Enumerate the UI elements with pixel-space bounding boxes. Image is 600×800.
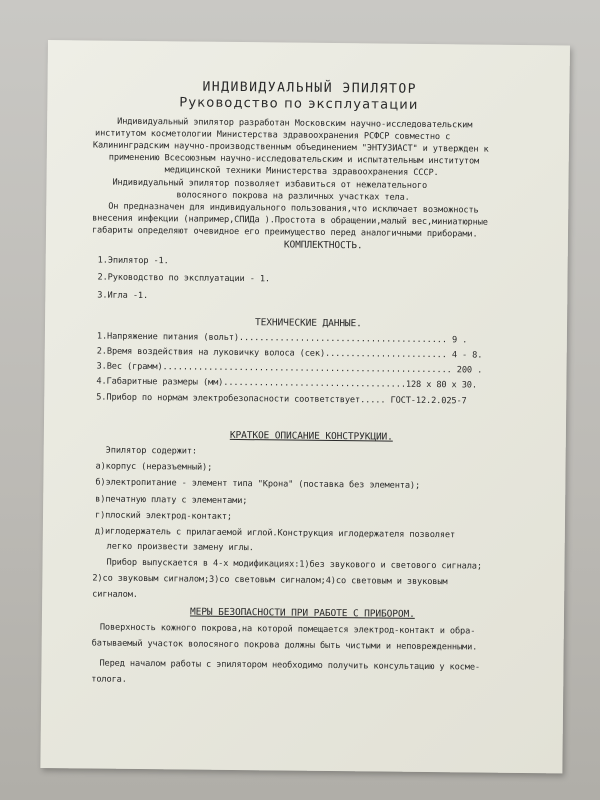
intro-line: Индивидуальный эпилятор позволяет избавиться от нежелательного bbox=[112, 177, 428, 191]
intro-line: волосяного покрова на различных участках тела. bbox=[176, 190, 410, 203]
tech-item: 1.Напряжение питания (вольт)......................................... 9 . bbox=[96, 331, 468, 346]
design-line: д)иглодержатель с прилагаемой иглой.Конструкция иглодержателя позволяет bbox=[94, 526, 456, 541]
tech-item: 3.Вес (грамм)......................................................... 200 . bbox=[96, 361, 483, 376]
document-sheet bbox=[40, 40, 570, 773]
design-line: Эпилятор содержит: bbox=[105, 445, 198, 457]
design-line: легко произвести замену иглы. bbox=[106, 541, 254, 554]
tech-item: 2.Время воздействия на луковичку волоса (сек)........................ 4 - 8. bbox=[96, 346, 483, 361]
tech-item: 5.Прибор по нормам электробезопасности соответствует..... ГОСТ-12.2.025-7 bbox=[96, 392, 467, 407]
document-subtitle: Руководство по эксплуатации bbox=[179, 95, 419, 113]
intro-line: внесения инфекции (например,СПИДа ).Простота в обращении,малый вес,миниатюрные bbox=[92, 213, 488, 228]
intro-line: Он предназначен для индивидуального пользования,что исключает возможность bbox=[108, 201, 479, 216]
document-title: ИНДИВИДУАЛЬНЫЙ ЭПИЛЯТОР bbox=[202, 79, 418, 97]
intro-line: Индивидуальный эпилятор разработан Московским научно-исследовательским bbox=[117, 116, 473, 131]
design-line: б)электропитание - элемент типа "Крона" (поставка без элемента); bbox=[95, 477, 421, 491]
design-line: а)корпус (неразъемный); bbox=[95, 461, 213, 473]
safety-heading: МЕРЫ БЕЗОПАСНОСТИ ПРИ РАБОТЕ С ПРИБОРОМ. bbox=[189, 606, 415, 620]
safety-line: батываемый участок волосяного покрова должны быть чистыми и неповрежденными. bbox=[91, 638, 478, 653]
intro-line: Калининградским научно-производственным объединением "ЭНТУЗИАСТ" и утвержден к bbox=[92, 140, 489, 155]
design-line: сигналом. bbox=[92, 589, 138, 600]
kit-item: 2.Руководство по эксплуатации - 1. bbox=[97, 272, 271, 285]
design-line: Прибор выпускается в 4-х модификациях:1)без звукового и светового сигнала; bbox=[106, 557, 483, 572]
kit-heading: КОМПЛЕКТНОСТЬ. bbox=[283, 239, 363, 252]
intro-line: медицинской техники Министерства здравоохранения СССР. bbox=[164, 165, 439, 179]
safety-line: толога. bbox=[91, 674, 127, 685]
intro-line: применению Всесоюзным научно-исследовательским и испытательным институтом bbox=[108, 152, 480, 167]
design-line: 2)со звуковым сигналом;3)со световым сигналом;4)со световым и звуковым bbox=[92, 573, 448, 588]
intro-line: габариты определяют очевидное его преимущество перед аналогичными приборами. bbox=[91, 225, 478, 240]
kit-item: 1.Эпилятор -1. bbox=[97, 255, 169, 267]
safety-line: Перед началом работы с эпилятором необходимо получить консультацию у косме- bbox=[99, 658, 481, 673]
kit-item: 3.Игла -1. bbox=[97, 290, 149, 302]
tech-heading: ТЕХНИЧЕСКИЕ ДАННЫЕ. bbox=[254, 317, 362, 330]
safety-line: Поверхность кожного покрова,на которой помещается электрод-контакт и обра- bbox=[99, 622, 476, 637]
tech-item: 4.Габаритные размеры (мм)....................................128 х 80 х 30. bbox=[96, 376, 478, 391]
design-line: в)печатную плату с элементами; bbox=[95, 494, 248, 507]
design-heading: КРАТКОЕ ОПИСАНИЕ КОНСТРУКЦИИ. bbox=[229, 429, 393, 443]
design-line: г)плоский электрод-контакт; bbox=[94, 510, 233, 522]
intro-line: институтом косметологии Министерства здравоохранения РСФСР совместно с bbox=[94, 128, 451, 143]
